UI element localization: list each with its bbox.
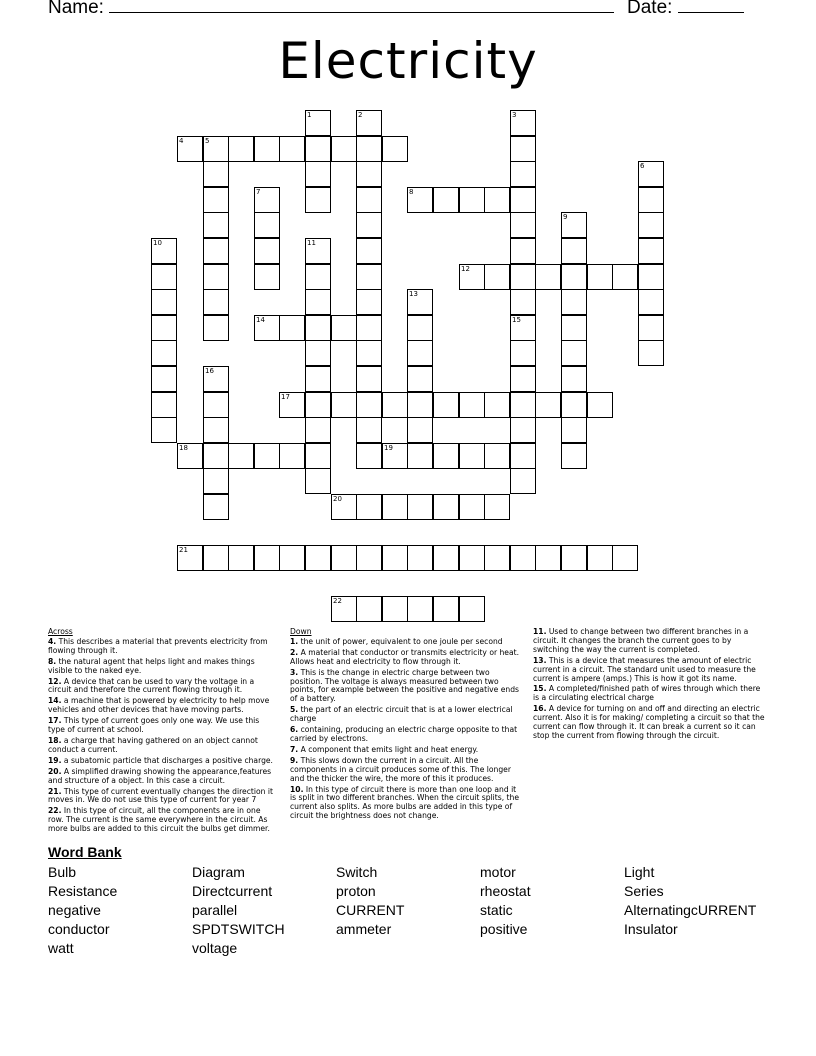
clue-number: 7. (290, 744, 299, 754)
clue-number: 14 (256, 316, 265, 324)
grid-cell[interactable] (510, 443, 536, 469)
grid-cell[interactable] (177, 443, 203, 469)
grid-cell[interactable] (356, 289, 382, 315)
clue-item (533, 657, 765, 684)
down-heading: Down (290, 627, 312, 636)
clue-number: 19. (48, 755, 62, 765)
clue-item (533, 628, 765, 655)
word-bank-word: ammeter (336, 921, 392, 937)
clue-number: 11 (307, 239, 316, 247)
word-bank-word: Series (624, 883, 664, 899)
clue-text: A completed/finished path of wires through which there is a circulating electrical charge (533, 684, 761, 703)
grid-cell[interactable] (151, 340, 177, 366)
grid-cell[interactable] (203, 443, 229, 469)
clue-number: 17. (48, 716, 62, 726)
grid-cell[interactable] (151, 366, 177, 392)
grid-cell[interactable] (510, 468, 536, 494)
date-label: Date: (627, 0, 673, 18)
grid-cell[interactable] (561, 315, 587, 341)
clue-number: 10 (153, 239, 162, 247)
grid-cell[interactable] (356, 110, 382, 136)
grid-cell[interactable] (203, 392, 229, 418)
grid-cell[interactable] (382, 392, 408, 418)
clue-item (290, 786, 522, 822)
clue-item (290, 726, 522, 744)
clue-number: 9 (563, 213, 568, 221)
grid-cell[interactable] (177, 545, 203, 571)
clue-item (290, 746, 522, 755)
grid-cell[interactable] (203, 238, 229, 264)
grid-cell[interactable] (638, 340, 664, 366)
grid-cell[interactable] (459, 187, 485, 213)
grid-cell[interactable] (638, 187, 664, 213)
grid-cell[interactable] (203, 494, 229, 520)
clue-number: 13 (409, 290, 418, 298)
grid-cell[interactable] (331, 136, 357, 162)
grid-cell[interactable] (203, 264, 229, 290)
grid-cell[interactable] (151, 417, 177, 443)
word-bank-word: rheostat (480, 883, 531, 899)
clue-item (48, 717, 278, 735)
grid-cell[interactable] (535, 264, 561, 290)
grid-cell[interactable] (510, 315, 536, 341)
grid-cell[interactable] (382, 596, 408, 622)
grid-cell[interactable] (151, 264, 177, 290)
clue-text: a charge that having gathered on an object cannot conduct a current. (48, 735, 258, 754)
clue-number: 14. (48, 696, 62, 706)
grid-cell[interactable] (254, 187, 280, 213)
clue-number: 8 (409, 188, 414, 196)
grid-cell[interactable] (279, 443, 305, 469)
grid-cell[interactable] (228, 443, 254, 469)
clue-text: This is a device that measures the amount of electric current in a circuit. The standard unit used to measure the current is ampere (amps.) This is how it got its name. (533, 655, 756, 683)
grid-cell[interactable] (510, 187, 536, 213)
clue-item (290, 706, 522, 724)
grid-cell[interactable] (484, 494, 510, 520)
clue-number: 21 (179, 546, 188, 554)
clue-text: In this type of circuit, all the components are in one row. The current is the same everywhere in the circuit. As more bulbs are added to this circuit the bulbs get dimmer. (48, 806, 270, 834)
word-bank-word: SPDTSWITCH (192, 921, 285, 937)
clue-text: This slows down the current in a circuit. All the components in a circuit produces some of this. The longer and the thicker the wire, the more of this it produces. (290, 755, 511, 783)
clue-item (48, 638, 278, 656)
clue-number: 2. (290, 647, 299, 657)
grid-cell[interactable] (305, 238, 331, 264)
grid-cell[interactable] (561, 264, 587, 290)
grid-cell[interactable] (203, 315, 229, 341)
grid-cell[interactable] (356, 264, 382, 290)
grid-cell[interactable] (151, 315, 177, 341)
clue-number: 16. (533, 704, 547, 714)
clue-number: 11. (533, 627, 547, 636)
grid-cell[interactable] (356, 136, 382, 162)
grid-cell[interactable] (638, 238, 664, 264)
word-bank-word: static (480, 902, 513, 918)
grid-cell[interactable] (510, 238, 536, 264)
grid-cell[interactable] (279, 545, 305, 571)
clue-text: the natural agent that helps light and makes things visible to the naked eye. (48, 656, 255, 675)
grid-cell[interactable] (203, 212, 229, 238)
across-clues (48, 628, 278, 836)
name-label: Name: (48, 0, 104, 18)
clue-number: 12 (461, 265, 470, 273)
clue-number: 12. (48, 676, 62, 686)
clue-number: 15 (512, 316, 521, 324)
clue-number: 8. (48, 656, 57, 666)
grid-cell[interactable] (433, 494, 459, 520)
grid-cell[interactable] (331, 545, 357, 571)
word-bank-word: watt (48, 940, 74, 956)
clue-number: 1. (290, 636, 299, 646)
grid-cell[interactable] (561, 417, 587, 443)
clue-item (290, 638, 522, 647)
clue-text: In this type of circuit there is more than one loop and it is split in two different branches. When the circuit splits, the current also splits. As more bulbs are added in this type of circuit the brightness does not change. (290, 784, 520, 821)
grid-cell[interactable] (305, 443, 331, 469)
grid-cell[interactable] (305, 161, 331, 187)
word-bank-word: Switch (336, 864, 378, 880)
grid-cell[interactable] (510, 161, 536, 187)
grid-cell[interactable] (356, 340, 382, 366)
word-bank-word: Directcurrent (192, 883, 273, 899)
grid-cell[interactable] (561, 238, 587, 264)
word-bank-word: motor (480, 864, 516, 880)
grid-cell[interactable] (561, 340, 587, 366)
clue-item (48, 737, 278, 755)
grid-cell[interactable] (356, 238, 382, 264)
clue-text: This describes a material that prevents electricity from flowing through it. (48, 636, 268, 655)
grid-cell[interactable] (305, 315, 331, 341)
clue-number: 7 (256, 188, 261, 196)
clue-number: 5 (205, 137, 210, 145)
grid-cell[interactable] (382, 136, 408, 162)
clue-number: 4. (48, 636, 57, 646)
clue-number: 3 (512, 111, 517, 119)
clue-number: 2 (358, 111, 363, 119)
clue-text: the unit of power, equivalent to one joule per second (300, 636, 503, 646)
grid-cell[interactable] (254, 212, 280, 238)
clue-number: 21. (48, 786, 62, 796)
clue-item (48, 757, 278, 766)
grid-cell[interactable] (407, 443, 433, 469)
grid-cell[interactable] (356, 315, 382, 341)
grid-cell[interactable] (305, 264, 331, 290)
grid-cell[interactable] (561, 545, 587, 571)
grid-cell[interactable] (305, 392, 331, 418)
word-bank-word: conductor (48, 921, 110, 937)
grid-cell[interactable] (356, 545, 382, 571)
word-bank-word: Bulb (48, 864, 77, 880)
clue-number: 10. (290, 784, 304, 794)
grid-cell[interactable] (203, 366, 229, 392)
grid-cell[interactable] (356, 494, 382, 520)
grid-cell[interactable] (279, 392, 305, 418)
grid-cell[interactable] (459, 596, 485, 622)
grid-cell[interactable] (305, 289, 331, 315)
grid-cell[interactable] (305, 468, 331, 494)
grid-cell[interactable] (510, 289, 536, 315)
word-bank-word: negative (48, 902, 101, 918)
clue-number: 15. (533, 684, 547, 694)
grid-cell[interactable] (510, 366, 536, 392)
word-bank-heading: Word Bank (48, 844, 122, 860)
grid-cell[interactable] (407, 417, 433, 443)
word-bank-word: CURRENT (336, 902, 405, 918)
clue-text: A simplified drawing showing the appearance,features and structure of a object. In this case a circuit. (48, 766, 272, 785)
grid-cell[interactable] (459, 545, 485, 571)
grid-cell[interactable] (356, 392, 382, 418)
clue-number: 22 (333, 597, 342, 605)
grid-cell[interactable] (407, 366, 433, 392)
word-bank-word: positive (480, 921, 528, 937)
clue-item (48, 788, 278, 806)
grid-cell[interactable] (561, 212, 587, 238)
word-bank-column (192, 863, 285, 958)
grid-cell[interactable] (407, 545, 433, 571)
word-bank-word: Insulator (624, 921, 678, 937)
clue-number: 3. (290, 667, 299, 677)
grid-cell[interactable] (151, 392, 177, 418)
clue-item (290, 649, 522, 667)
down-clues-continued (533, 628, 765, 743)
grid-cell[interactable] (203, 545, 229, 571)
grid-cell[interactable] (203, 468, 229, 494)
grid-cell[interactable] (561, 289, 587, 315)
clue-item (533, 685, 765, 703)
grid-cell[interactable] (407, 494, 433, 520)
grid-cell[interactable] (459, 264, 485, 290)
grid-cell[interactable] (305, 545, 331, 571)
clue-number: 16 (205, 367, 214, 375)
grid-cell[interactable] (459, 392, 485, 418)
clue-text: This type of current eventually changes the direction it moves in. We do not use this type of current for year 7 (48, 786, 273, 805)
clue-number: 19 (384, 444, 393, 452)
down-clues (290, 628, 522, 823)
grid-cell[interactable] (305, 136, 331, 162)
clue-number: 6. (290, 725, 299, 735)
clue-text: A device for turning on and off and directing an electric current. Also it is for making/ completing a circuit so that the current can flow through it. It can break a current so it can stop the current from flowing through the circuit. (533, 704, 765, 740)
grid-cell[interactable] (510, 545, 536, 571)
grid-cell[interactable] (433, 392, 459, 418)
grid-cell[interactable] (459, 494, 485, 520)
clue-item (290, 757, 522, 784)
grid-cell[interactable] (254, 545, 280, 571)
grid-cell[interactable] (177, 136, 203, 162)
grid-cell[interactable] (612, 264, 638, 290)
grid-cell[interactable] (203, 161, 229, 187)
grid-cell[interactable] (407, 289, 433, 315)
grid-cell[interactable] (510, 392, 536, 418)
word-bank-word: AlternatingcURRENT (624, 902, 757, 918)
clue-text: a subatomic particle that discharges a positive charge. (63, 755, 273, 765)
word-bank-column (624, 863, 756, 939)
grid-cell[interactable] (510, 136, 536, 162)
clue-text: A component that emits light and heat energy. (300, 744, 479, 754)
grid-cell[interactable] (279, 136, 305, 162)
grid-cell[interactable] (254, 136, 280, 162)
clue-text: containing, producing an electric charge opposite to that carried by electrons. (290, 725, 518, 743)
grid-cell[interactable] (407, 315, 433, 341)
clue-item (533, 705, 765, 741)
clue-number: 17 (281, 393, 290, 401)
word-bank-word: proton (336, 883, 376, 899)
grid-cell[interactable] (382, 494, 408, 520)
grid-cell[interactable] (407, 596, 433, 622)
grid-cell[interactable] (433, 443, 459, 469)
grid-cell[interactable] (561, 392, 587, 418)
grid-cell[interactable] (356, 417, 382, 443)
clue-item (48, 658, 278, 676)
clue-text: the part of an electric circuit that is at a lower electrical charge (290, 705, 513, 724)
grid-cell[interactable] (638, 212, 664, 238)
grid-cell[interactable] (407, 187, 433, 213)
grid-cell[interactable] (612, 545, 638, 571)
clue-text: This is the change in electric charge between two position. The voltage is always measured between two points, for example between the positive and negative ends of a battery. (290, 667, 520, 704)
clue-number: 13. (533, 655, 547, 665)
clue-number: 20 (333, 495, 342, 503)
clue-number: 18 (179, 444, 188, 452)
clue-item (48, 678, 278, 696)
grid-cell[interactable] (382, 443, 408, 469)
grid-cell[interactable] (459, 443, 485, 469)
page-title: Electricity (278, 32, 538, 90)
word-bank-word: Resistance (48, 883, 118, 899)
clue-text: A device that can be used to vary the voltage in a circuit and therefore the current flowing through it. (48, 676, 255, 695)
grid-cell[interactable] (356, 366, 382, 392)
grid-cell[interactable] (484, 264, 510, 290)
grid-cell[interactable] (638, 315, 664, 341)
grid-cell[interactable] (510, 264, 536, 290)
clue-text: This type of current goes only one way. We use this type of current at school. (48, 716, 260, 735)
grid-cell[interactable] (305, 340, 331, 366)
clue-number: 1 (307, 111, 312, 119)
grid-cell[interactable] (305, 187, 331, 213)
word-bank-column (48, 863, 117, 958)
clue-number: 6 (640, 162, 645, 170)
grid-cell[interactable] (433, 545, 459, 571)
word-bank-word: Light (624, 864, 655, 880)
grid-cell[interactable] (151, 289, 177, 315)
grid-cell[interactable] (433, 187, 459, 213)
grid-cell[interactable] (433, 596, 459, 622)
grid-cell[interactable] (331, 596, 357, 622)
clue-number: 9. (290, 755, 299, 765)
grid-cell[interactable] (254, 315, 280, 341)
grid-cell[interactable] (510, 110, 536, 136)
clue-number: 5. (290, 705, 299, 715)
grid-cell[interactable] (510, 417, 536, 443)
grid-cell[interactable] (305, 417, 331, 443)
word-bank-word: Diagram (192, 864, 245, 880)
grid-cell[interactable] (331, 392, 357, 418)
grid-cell[interactable] (382, 545, 408, 571)
grid-cell[interactable] (254, 443, 280, 469)
grid-cell[interactable] (331, 315, 357, 341)
grid-cell[interactable] (254, 238, 280, 264)
grid-cell[interactable] (305, 110, 331, 136)
clue-text: a machine that is powered by electricity to help move vehicles and other devices that have moving parts. (48, 696, 270, 715)
word-bank-word: parallel (192, 902, 238, 918)
grid-cell[interactable] (203, 136, 229, 162)
clue-number: 18. (48, 735, 62, 745)
grid-cell[interactable] (510, 212, 536, 238)
grid-cell[interactable] (254, 264, 280, 290)
grid-cell[interactable] (203, 417, 229, 443)
clue-item (290, 669, 522, 705)
grid-cell[interactable] (587, 392, 613, 418)
grid-cell[interactable] (535, 545, 561, 571)
grid-cell[interactable] (484, 392, 510, 418)
word-bank-word: voltage (192, 940, 238, 956)
grid-cell[interactable] (638, 289, 664, 315)
grid-cell[interactable] (279, 315, 305, 341)
grid-cell[interactable] (587, 264, 613, 290)
grid-cell[interactable] (407, 340, 433, 366)
grid-cell[interactable] (638, 264, 664, 290)
clue-text: A material that conductor or transmits electricity or heat. Allows heat and electricity to flow through it. (290, 647, 520, 666)
grid-cell[interactable] (561, 366, 587, 392)
clue-item (48, 697, 278, 715)
grid-cell[interactable] (356, 161, 382, 187)
grid-cell[interactable] (151, 238, 177, 264)
clue-number: 20. (48, 766, 62, 776)
grid-cell[interactable] (484, 443, 510, 469)
grid-cell[interactable] (228, 136, 254, 162)
across-heading: Across (48, 627, 73, 636)
grid-cell[interactable] (535, 392, 561, 418)
grid-cell[interactable] (228, 545, 254, 571)
clue-number: 4 (179, 137, 184, 145)
clue-number: 22. (48, 806, 62, 816)
grid-cell[interactable] (561, 443, 587, 469)
grid-cell[interactable] (305, 366, 331, 392)
grid-cell[interactable] (356, 187, 382, 213)
grid-cell[interactable] (356, 443, 382, 469)
grid-cell[interactable] (331, 494, 357, 520)
grid-cell[interactable] (484, 187, 510, 213)
grid-cell[interactable] (407, 392, 433, 418)
clue-text: Used to change between two different branches in a circuit. It changes the branch the current goes to by switching the way the current is completed. (533, 627, 749, 654)
word-bank-column (336, 863, 404, 939)
grid-cell[interactable] (484, 545, 510, 571)
grid-cell[interactable] (510, 340, 536, 366)
grid-cell[interactable] (203, 289, 229, 315)
word-bank-column (480, 863, 531, 939)
grid-cell[interactable] (356, 212, 382, 238)
grid-cell[interactable] (638, 161, 664, 187)
clue-item (48, 807, 278, 834)
grid-cell[interactable] (203, 187, 229, 213)
grid-cell[interactable] (356, 596, 382, 622)
grid-cell[interactable] (587, 545, 613, 571)
clue-item (48, 768, 278, 786)
